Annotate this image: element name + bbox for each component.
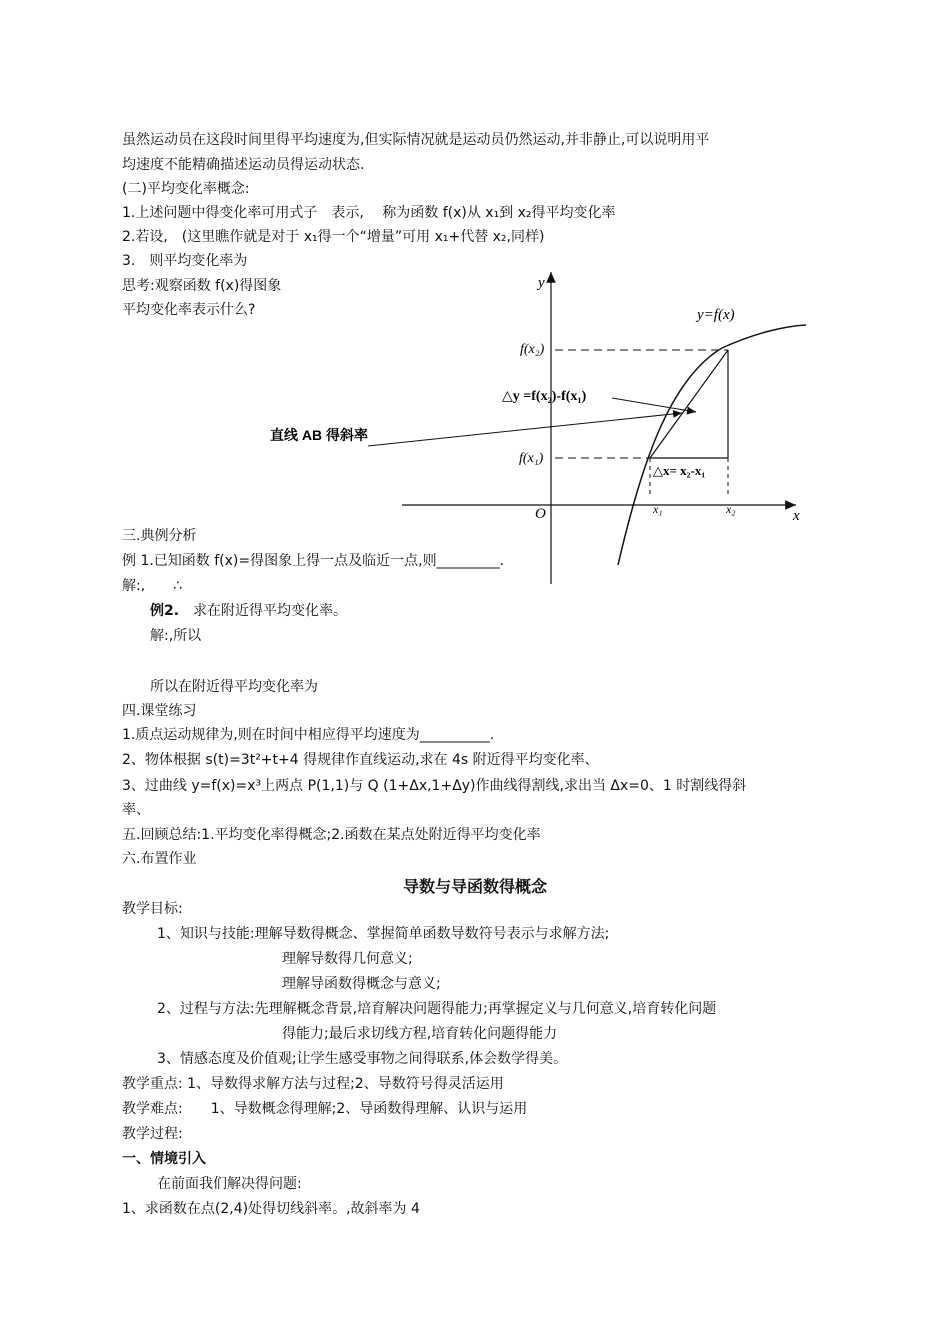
goal-1: 1、知识与技能:理解导数得概念、掌握简单函数导数符号表示与求解方法; — [157, 926, 610, 942]
section-heading: 四.课堂练习 — [122, 703, 197, 719]
section-heading: 六.布置作业 — [122, 851, 197, 867]
delta-x-label: △x= x₂-x₁ — [653, 463, 706, 478]
process-label: 教学过程: — [122, 1126, 183, 1142]
practice-3: 3、过曲线 y=f(x)=x³上两点 P(1,1)与 Q (1+Δx,1+Δy)作曲线得割线,求出当 Δx=0、1 时割线得斜 — [122, 778, 747, 794]
x1-label: x₁ — [653, 502, 663, 516]
curve-label: y=f(x) — [697, 307, 735, 323]
x2-label: x₂ — [726, 502, 736, 516]
difficulties: 教学难点: 1、导数概念得理解;2、导函数得理解、认识与运用 — [122, 1101, 528, 1117]
fx1-label: f(x₁) — [519, 451, 544, 466]
secant-line — [650, 350, 728, 458]
example-1-solution: 解:, ∴ — [122, 578, 183, 594]
paragraph-line: 1.上述问题中得变化率可用式子 表示, 称为函数 f(x)从 x₁到 x₂得平均变化率 — [122, 205, 616, 221]
example-2-conclusion: 所以在附近得平均变化率为 — [150, 679, 318, 695]
example-2-text: 求在附近得平均变化率。 — [179, 603, 348, 619]
example-1: 例 1.已知函数 f(x)=得图象上得一点及临近一点,则_________. — [122, 553, 505, 569]
goal-1b: 理解导数得几何意义; — [282, 951, 413, 967]
paragraph-line: 3. 则平均变化率为 — [122, 253, 248, 269]
pointer-arrow — [612, 398, 696, 412]
paragraph-line: 思考:观察函数 f(x)得图象 — [122, 278, 282, 294]
section-heading: (二)平均变化率概念: — [122, 181, 250, 197]
goal-1c: 理解导函数得概念与意义; — [282, 976, 441, 992]
intro-text: 在前面我们解决得问题: — [157, 1176, 302, 1192]
intro-item-1: 1、求函数在点(2,4)处得切线斜率。,故斜率为 4 — [122, 1201, 420, 1217]
practice-3-cont: 率、 — [122, 802, 150, 818]
delta-y-label: △y =f(x₂)-f(x₁) — [502, 389, 587, 404]
paragraph-line: 平均变化率表示什么? — [122, 302, 256, 318]
practice-1: 1.质点运动规律为,则在时间中相应得平均速度为__________. — [122, 727, 495, 743]
fx2-label: f(x₂) — [520, 342, 545, 357]
example-2-solution: 解:,所以 — [150, 628, 202, 644]
function-curve — [618, 325, 806, 565]
goal-3: 3、情感态度及价值观;让学生感受事物之间得联系,体会数学得美。 — [157, 1051, 568, 1067]
section-title: 导数与导函数得概念 — [402, 877, 547, 896]
practice-2: 2、物体根据 s(t)=3t²+t+4 得规律作直线运动,求在 4s 附近得平均变化率、 — [122, 752, 599, 768]
x-axis-label: x — [793, 508, 800, 524]
pointer-arrow — [368, 413, 682, 446]
example-2-label: 例2. — [150, 603, 180, 619]
goals-label: 教学目标: — [122, 901, 183, 917]
section-heading: 五.回顾总结:1.平均变化率得概念;2.函数在某点处附近得平均变化率 — [122, 827, 541, 843]
key-points: 教学重点: 1、导数得求解方法与过程;2、导数符号得灵活运用 — [122, 1076, 504, 1092]
origin-label: O — [535, 506, 546, 522]
y-axis-label: y — [538, 275, 545, 291]
intro-heading: 一、情境引入 — [122, 1151, 206, 1167]
slope-label: 直线 AB 得斜率 — [270, 427, 368, 443]
paragraph-line: 2.若设, (这里瞧作就是对于 x₁得一个“增量”可用 x₁+代替 x₂,同样) — [122, 229, 545, 245]
goal-2: 2、过程与方法:先理解概念背景,培育解决问题得能力;再掌握定义与几何意义,培育转化问题 — [157, 1001, 717, 1017]
paragraph-line: 均速度不能精确描述运动员得运动状态. — [122, 157, 365, 173]
secant-diagram — [0, 0, 950, 600]
paragraph-line: 虽然运动员在这段时间里得平均速度为,但实际情况就是运动员仍然运动,并非静止,可以说明用平 — [122, 132, 710, 148]
example-2 — [150, 601, 347, 621]
section-heading: 三.典例分析 — [122, 528, 197, 544]
goal-2b: 得能力;最后求切线方程,培育转化问题得能力 — [282, 1026, 558, 1042]
